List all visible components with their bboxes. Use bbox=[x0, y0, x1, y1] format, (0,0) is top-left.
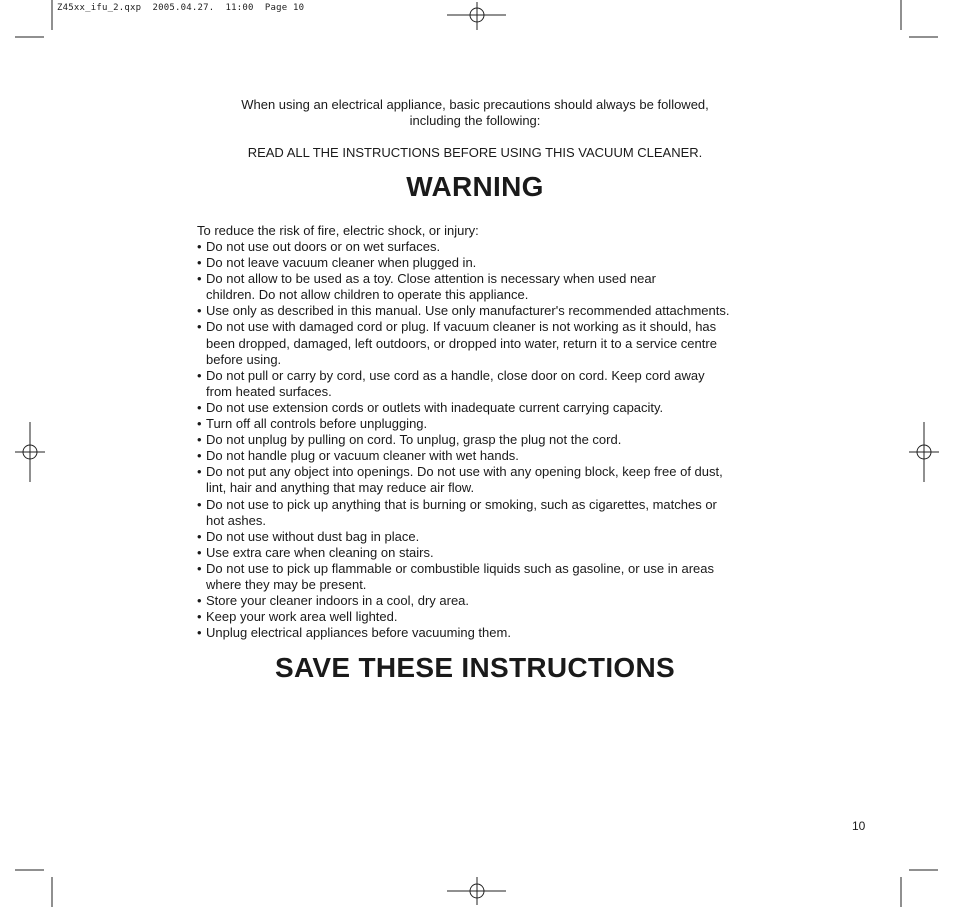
safety-list-item-line: Use extra care when cleaning on stairs. bbox=[206, 544, 434, 560]
safety-list-item-line: Do not use without dust bag in place. bbox=[206, 528, 420, 544]
safety-list-item-line: Use only as described in this manual. Use only manufacturer's recommended attachments. bbox=[206, 303, 730, 319]
safety-list-item-line: Do not allow to be used as a toy. Close attention is necessary when used near bbox=[206, 271, 656, 287]
safety-list-item-line: lint, hair and anything that may reduce air flow. bbox=[206, 480, 475, 496]
safety-list-item bbox=[197, 239, 762, 255]
print-slug: Z45xx_ifu_2.qxp 2005.04.27. 11:00 Page 10 bbox=[57, 3, 305, 13]
safety-list-item-line: where they may be present. bbox=[206, 576, 367, 592]
page-number: 10 bbox=[852, 819, 866, 833]
safety-list-item bbox=[197, 497, 762, 529]
safety-list-item-line: Store your cleaner indoors in a cool, dry area. bbox=[206, 593, 470, 609]
safety-list-item-line: Do not use to pick up flammable or combustible liquids such as gasoline, or use in areas bbox=[206, 560, 714, 576]
safety-list-item bbox=[197, 255, 762, 271]
save-instructions-heading: SAVE THESE INSTRUCTIONS bbox=[275, 652, 675, 683]
safety-list-item-line: Do not leave vacuum cleaner when plugged in. bbox=[206, 255, 477, 271]
safety-list-item-line: Turn off all controls before unplugging. bbox=[206, 416, 428, 432]
safety-list-item bbox=[197, 432, 762, 448]
safety-list-item-line: Do not use out doors or on wet surfaces. bbox=[206, 239, 441, 254]
safety-list-item-line: before using. bbox=[206, 351, 282, 367]
safety-list-item bbox=[197, 416, 762, 432]
registration-mark-top bbox=[447, 2, 506, 30]
safety-list-item-line: Do not handle plug or vacuum cleaner with wet hands. bbox=[206, 448, 519, 464]
safety-list-item-line: Do not use extension cords or outlets with inadequate current carrying capacity. bbox=[206, 399, 664, 415]
safety-list-item-line: been dropped, damaged, left outdoors, or dropped into water, return it to a service centre bbox=[206, 335, 717, 351]
safety-list-item-line: Do not pull or carry by cord, use cord as a handle, close door on cord. Keep cord away bbox=[206, 367, 705, 383]
safety-list-item bbox=[197, 545, 762, 561]
safety-list-item bbox=[197, 464, 762, 496]
intro-text bbox=[200, 97, 750, 129]
warning-heading: WARNING bbox=[406, 171, 544, 202]
safety-list-item-line: Keep your work area well lighted. bbox=[206, 609, 398, 625]
safety-list-item-line: from heated surfaces. bbox=[206, 383, 332, 399]
safety-list-item bbox=[197, 529, 762, 545]
read-all-notice: READ ALL THE INSTRUCTIONS BEFORE USING THIS VACUUM CLEANER. bbox=[247, 145, 703, 160]
registration-mark-right bbox=[909, 422, 939, 482]
safety-list-item-line: Do not use to pick up anything that is burning or smoking, such as cigarettes, matches or bbox=[206, 496, 717, 512]
safety-list-item-line: Do not unplug by pulling on cord. To unplug, grasp the plug not the cord. bbox=[206, 432, 622, 448]
safety-list-item-line: hot ashes. bbox=[206, 512, 266, 528]
safety-list-item-line: Unplug electrical appliances before vacuuming them. bbox=[206, 625, 511, 641]
safety-list-item bbox=[197, 625, 762, 641]
safety-list-item bbox=[197, 271, 762, 303]
safety-list-item-line: Do not put any object into openings. Do not use with any opening block, keep free of dust, bbox=[206, 464, 723, 480]
safety-list-item bbox=[197, 368, 762, 400]
safety-list-item bbox=[197, 303, 762, 319]
intro-line: When using an electrical appliance, basic precautions should always be followed, bbox=[241, 97, 709, 112]
registration-mark-bottom bbox=[447, 877, 506, 905]
safety-list-item-line: children. Do not allow children to operate this appliance. bbox=[206, 287, 529, 303]
safety-list-item bbox=[197, 319, 762, 367]
safety-list-item-line: Do not use with damaged cord or plug. If vacuum cleaner is not working as it should, has bbox=[206, 319, 717, 335]
safety-list-item bbox=[197, 400, 762, 416]
safety-list-item bbox=[197, 448, 762, 464]
registration-mark-left bbox=[15, 422, 45, 482]
safety-list bbox=[197, 239, 762, 641]
safety-list-item bbox=[197, 561, 762, 593]
warning-lead: To reduce the risk of fire, electric shock, or injury: bbox=[197, 223, 479, 238]
intro-line: including the following: bbox=[409, 113, 541, 128]
safety-list-item bbox=[197, 593, 762, 609]
safety-list-item bbox=[197, 609, 762, 625]
